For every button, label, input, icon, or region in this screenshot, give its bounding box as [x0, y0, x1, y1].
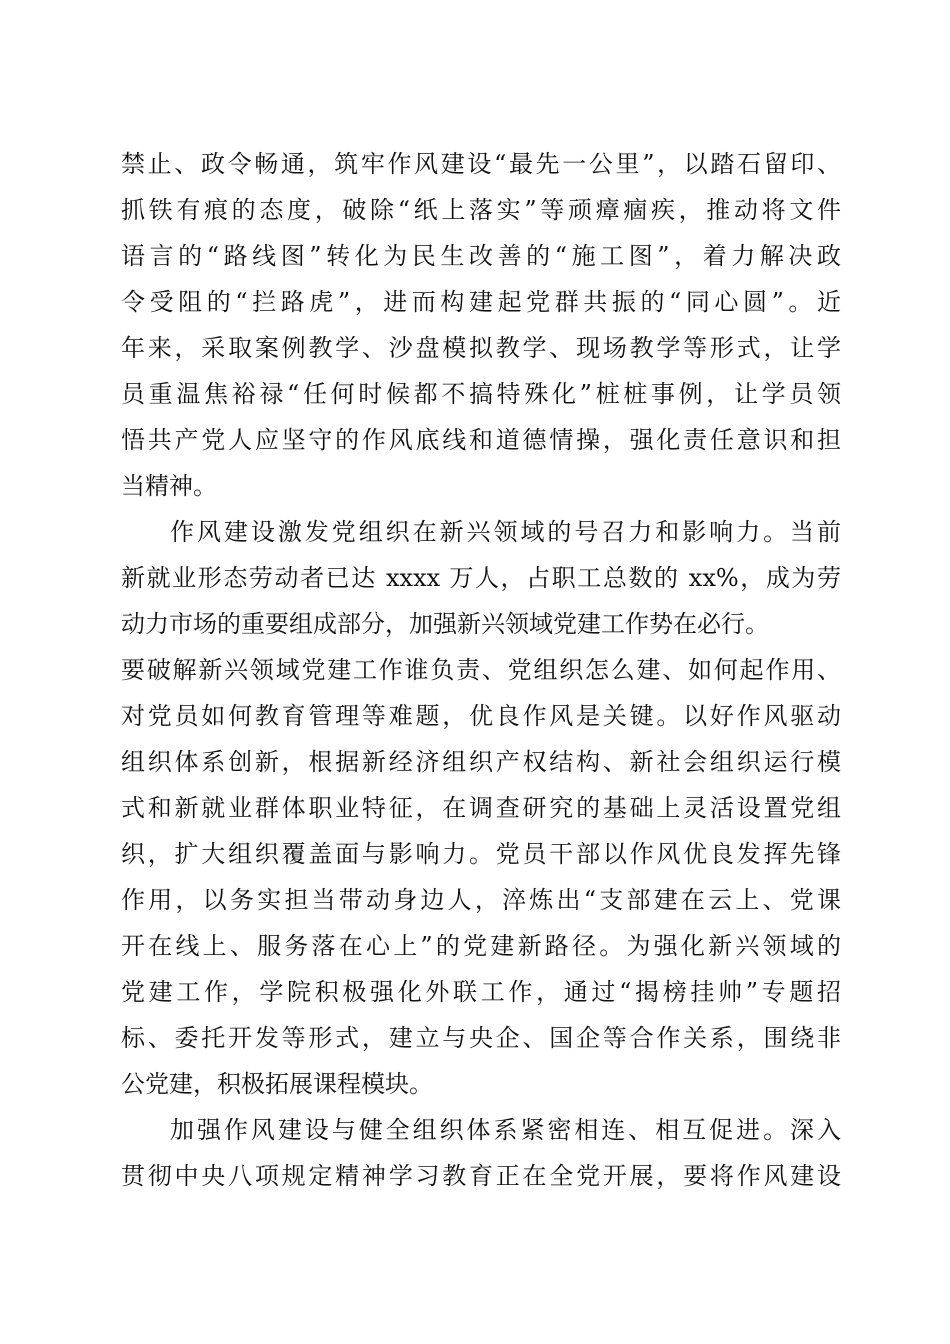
text-line: 党建工作，学院积极强化外联工作，通过“揭榜挂帅”专题招 — [121, 978, 841, 1006]
text-line: 禁止、政令畅通，筑牢作风建设“最先一公里”，以踏石留印、 — [121, 150, 841, 178]
text-line: 对党员如何教育管理等难题，优良作风是关键。以好作风驱动 — [121, 702, 841, 730]
paragraph-first-line: 加强作风建设与健全组织体系紧密相连、相互促进。深入 — [170, 1116, 841, 1144]
text-line: 语言的“路线图”转化为民生改善的“施工图”，着力解决政 — [121, 242, 841, 270]
text-line: 公党建，积极拓展课程模块。 — [121, 1070, 433, 1098]
text-line: 组织体系创新，根据新经济组织产权结构、新社会组织运行模 — [121, 748, 841, 776]
text-line: 标、委托开发等形式，建立与央企、国企等合作关系，围绕非 — [121, 1024, 841, 1052]
text-line: 开在线上、服务落在心上”的党建新路径。为强化新兴领域的 — [121, 932, 841, 960]
text-line: 悟共产党人应坚守的作风底线和道德情操，强化责任意识和担 — [121, 426, 841, 454]
text-line: 动力市场的重要组成部分，加强新兴领域党建工作势在必行。 — [121, 610, 769, 638]
text-line: 员重温焦裕禄“任何时候都不搞特殊化”桩桩事例，让学员领 — [121, 380, 841, 408]
text-line: 令受阻的“拦路虎”，进而构建起党群共振的“同心圆”。近 — [121, 288, 841, 316]
text-line: 织，扩大组织覆盖面与影响力。党员干部以作风优良发挥先锋 — [121, 840, 841, 868]
text-line: 年来，采取案例教学、沙盘模拟教学、现场教学等形式，让学 — [121, 334, 841, 362]
text-line: 新就业形态劳动者已达 xxxx 万人，占职工总数的 xx%，成为劳 — [121, 564, 841, 592]
text-line: 作用，以务实担当带动身边人，淬炼出“支部建在云上、党课 — [121, 886, 841, 914]
text-line: 贯彻中央八项规定精神学习教育正在全党开展，要将作风建设 — [121, 1162, 841, 1190]
text-line: 式和新就业群体职业特征，在调查研究的基础上灵活设置党组 — [121, 794, 841, 822]
paragraph-first-line: 作风建设激发党组织在新兴领域的号召力和影响力。当前 — [170, 518, 841, 546]
text-line: 当精神。 — [121, 472, 217, 500]
text-line: 要破解新兴领域党建工作谁负责、党组织怎么建、如何起作用、 — [121, 656, 841, 684]
text-line: 抓铁有痕的态度，破除“纸上落实”等顽瘴痼疾，推动将文件 — [121, 196, 841, 224]
